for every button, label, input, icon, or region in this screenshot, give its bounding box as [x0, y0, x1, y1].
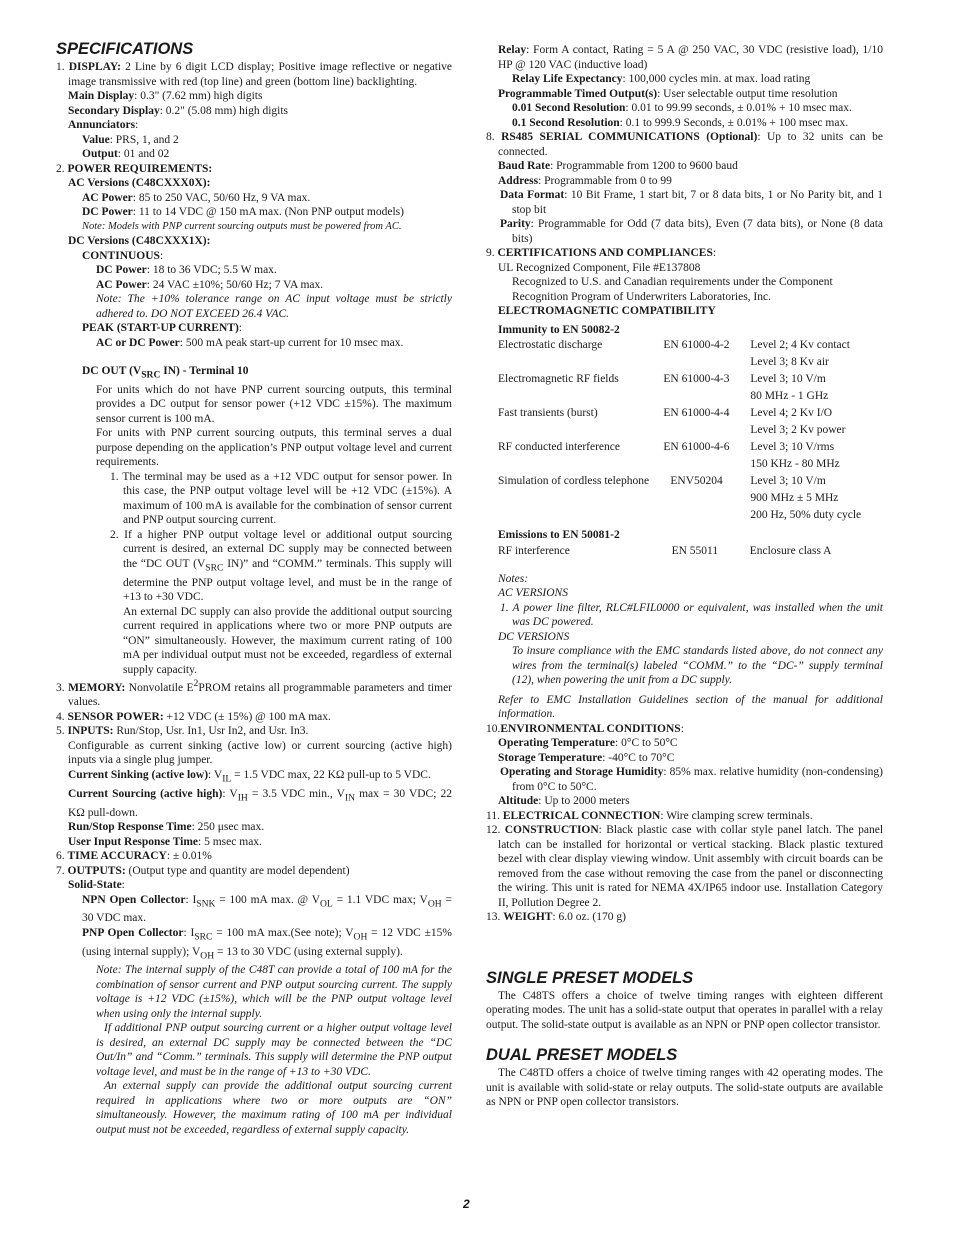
annunciator-value: Value: PRS, 1, and 2: [82, 133, 179, 146]
pnp-note-2: If additional PNP output sourcing current or a higher output voltage level is desired, an external DC supply may be connected between the “DC Out/In” and “Comm.” terminals. This supply will determine the PNP output voltage level, and must be in the range of +13 to +30 VDC.: [96, 1022, 452, 1078]
emission-standard: EN 55011: [671, 544, 719, 557]
dc-out-item2-cont: An external DC supply can also provide the additional output sourcing current required in applications where two or more PNP outputs are “ON” simultaneously. However, the maximum current rating of 100 mA per individual output must not be exceeded, regardless of external supply capacity.: [123, 605, 452, 676]
table-row: [498, 371, 883, 388]
left-column: [56, 40, 452, 1137]
table-row: [498, 543, 883, 560]
dc-out-title: DC OUT ($V_{SRC}$ IN) - Terminal 10: [82, 365, 249, 381]
inputs-config: Configurable as current sinking (active low) or current sourcing (active high) inputs via a single plug jumper.: [68, 739, 452, 767]
spec-memory: 3. MEMORY: Nonvolatile $E^2PROM$ retains all programmable parameters and timer values.: [56, 678, 453, 709]
table-row: [498, 490, 883, 507]
resolution-01: 0.1 Second Resolution: 0.1 to 999.9 Seconds, ± 0.01% + 100 msec max.: [512, 116, 849, 129]
spec-display: 1. DISPLAY: 2 Line by 6 digit LCD display; Positive image reflective or negative image transmissive with red (top line) and green (bottom line) backlighting.: [56, 61, 453, 88]
peak-power: AC or DC Power: 500 mA peak start-up current for 10 msec max.: [96, 336, 404, 349]
immunity-title: Immunity to EN 50082-2: [498, 323, 620, 336]
spec-rs485: 8. RS485 SERIAL COMMUNICATIONS (Optional): Up to 32 units can be connected.: [486, 131, 884, 158]
immunity-standard: ENV50204: [670, 475, 723, 487]
table-row: [498, 337, 883, 354]
npn-open-collector: NPN Open Collector: $I_{SNK} = 100$ mA max. @ $V_{OL} = 1.1$ VDC max; $V_{OH} = 30$ VDC max.: [82, 893, 452, 925]
relay: Relay: Form A contact, Rating = 5 A @ 250 VAC, 30 VDC (resistive load), 1/10 HP @ 120 VAC (inductive load): [498, 44, 883, 71]
emc-title: ELECTROMAGNETIC COMPATIBILITY: [498, 305, 716, 317]
immunity-level: Level 3; 10 V/m: [750, 475, 826, 487]
immunity-name: [498, 456, 663, 473]
notes-ref: Refer to EMC Installation Guidelines section of the manual for additional information.: [498, 693, 883, 720]
programmable-timed-output: Programmable Timed Output(s): User selectable output time resolution: [498, 87, 838, 100]
notes-label: Notes:: [498, 572, 529, 585]
right-column: [486, 43, 883, 1110]
immunity-name: [498, 507, 663, 524]
immunity-table: [498, 337, 883, 524]
ac-versions: AC Versions (C48CXXX0X):: [68, 177, 211, 189]
peak: PEAK (START-UP CURRENT):: [82, 322, 242, 334]
dc-power: DC Power: 11 to 14 VDC @ 150 mA max. (Non PNP output models): [82, 206, 404, 218]
table-row: [498, 388, 883, 405]
immunity-standard: [663, 490, 750, 507]
current-sourcing: Current Sourcing (active high): $V_{IH} = 3.5$ VDC min., $V_{IN}$ max = 30 VDC; 22 KΩ pull-down.: [68, 787, 453, 819]
spec-certifications: 9. CERTIFICATIONS AND COMPLIANCES:: [486, 247, 717, 259]
immunity-standard: [663, 354, 750, 371]
table-row: [498, 405, 883, 422]
immunity-standard: [663, 422, 750, 439]
altitude: Altitude: Up to 2000 meters: [498, 795, 630, 807]
operating-temp: Operating Temperature: 0°C to 50°C: [498, 737, 678, 749]
run-stop-response: Run/Stop Response Time: 250 μsec max.: [68, 821, 265, 834]
spec-outputs: 7. OUTPUTS: (Output type and quantity are model dependent): [56, 864, 350, 877]
immunity-level: 80 MHz - 1 GHz: [750, 390, 829, 402]
emission-name: RF interference: [498, 544, 570, 557]
ac-cont-power: AC Power: 24 VAC ±10%; 50/60 Hz; 7 VA max.: [96, 278, 324, 291]
notes-ac: AC VERSIONS: [498, 587, 568, 599]
immunity-name: Simulation of cordless telephone: [498, 475, 650, 487]
parity: Parity: Programmable for Odd (7 data bits), Even (7 data bits), or None (8 data bits): [500, 218, 883, 245]
annunciator-output: Output: 01 and 02: [82, 148, 170, 160]
table-row: [498, 507, 883, 524]
specifications-heading: SPECIFICATIONS: [56, 40, 194, 58]
notes-dc-1: To insure compliance with the EMC standards listed above, do not connect any wires from the terminal(s) labeled “COMM.” to the “DC-” supply terminal (12), when powering the unit from a DC supply.: [512, 645, 883, 686]
immunity-level: 150 KHz - 80 MHz: [750, 458, 840, 470]
continuous: CONTINUOUS:: [82, 249, 164, 262]
annunciators: Annunciators:: [68, 119, 139, 131]
dc-out-item2: 2. If a higher PNP output voltage level or additional output sourcing current is desired, an external DC supply may be connected between the “DC OUT ($V_{SRC}$ IN)” and “COMM.” terminals. This supply will determine the PNP output voltage level, and must be in the range of +13 to +30 VDC.: [110, 528, 452, 604]
pnp-note-1: Note: The internal supply of the C48T can provide a total of 100 mA for the combination of sensor current and PNP output sourcing current. The supply voltage is +12 VDC (±15%), which will be the PNP output voltage level when using only the internal supply.: [96, 964, 452, 1020]
immunity-standard: [663, 456, 750, 473]
spec-power: 2. POWER REQUIREMENTS:: [56, 162, 213, 175]
spec-construction: 12. CONSTRUCTION: Black plastic case with collar style panel latch. The panel latch can be installed for horizontal or vertical stacking. Black plastic textured bezel with clear display viewing window. Unit assembly with circuit boards can be removed from the case without removing the case from the panel or disconnecting the wiring. This unit is rated for NEMA 4X/IP65 indoor use. Installation Category II, Pollution Degree 2.: [486, 824, 884, 909]
immunity-name: [498, 388, 663, 405]
spec-inputs: 5. INPUTS: Run/Stop, Usr. In1, Usr In2, and Usr. In3.: [56, 725, 309, 738]
storage-temp: Storage Temperature: -40°C to 70°C: [498, 751, 675, 764]
secondary-display: Secondary Display: 0.2" (5.08 mm) high digits: [68, 104, 289, 117]
relay-life: Relay Life Expectancy: 100,000 cycles min. at max. load rating: [512, 73, 811, 85]
resolution-001: 0.01 Second Resolution: 0.01 to 99.99 seconds, ± 0.01% + 10 msec max.: [512, 102, 852, 114]
immunity-name: [498, 422, 663, 439]
immunity-level: Level 2; 4 Kv contact: [750, 339, 850, 351]
solid-state: Solid-State:: [68, 879, 125, 892]
cont-note: Note: The +10% tolerance range on AC input voltage must be strictly adhered to. DO NOT EXCEED 26.4 VAC.: [96, 293, 452, 320]
baud-rate: Baud Rate: Programmable from 1200 to 9600 baud: [498, 160, 738, 172]
address: Address: Programmable from 0 to 99: [498, 174, 672, 187]
pnp-open-collector: PNP Open Collector: $I_{SRC} = 100$ mA max.(See note); $V_{OH} = 12$ VDC ±15% (using internal supply); $V_{OH} = 13$ to 30 VDC (using external supply).: [82, 926, 452, 961]
table-row: [498, 422, 883, 439]
notes-dc: DC VERSIONS: [498, 630, 570, 643]
single-preset-text: The C48TS offers a choice of twelve timing ranges with eighteen different operating modes. The unit has a solid-state output that operates in parallel with a relay output. The solid-state output is available as an NPN or PNP open collector transistor.: [486, 989, 883, 1031]
notes-ac-1: 1. A power line filter, RLC#LFIL0000 or equivalent, was installed when the unit was DC powered.: [500, 601, 883, 628]
dc-cont-power: DC Power: 18 to 36 VDC; 5.5 W max.: [96, 264, 277, 276]
spec-sensor-power: 4. SENSOR POWER: +12 VDC (± 15%) @ 100 mA max.: [56, 710, 331, 723]
ul-recognized: Recognized to U.S. and Canadian requirements under the Component Recognition Program of Underwriters Laboratories, Inc.: [512, 276, 833, 303]
dc-out-p1: For units which do not have PNP current sourcing outputs, this terminal provides a DC output for sensor power (+12 VDC ±15%). The maximum sensor current is 100 mA.: [96, 383, 452, 425]
pnp-note-3: An external supply can provide the additional output sourcing current required in applications where two or more outputs are “ON” simultaneously. However, the maximum rating of 100 mA per individual output must not be exceeded, regardless of external supply capacity.: [96, 1080, 452, 1136]
data-format: Data Format: 10 Bit Frame, 1 start bit, 7 or 8 data bits, 1 or No Parity bit, and 1 stop bit: [500, 189, 883, 216]
single-preset-heading: SINGLE PRESET MODELS: [486, 968, 694, 987]
dc-out-item1: 1. The terminal may be used as a +12 VDC output for sensor power. In this case, the PNP output voltage level will be +12 VDC (±15%). A maximum of 100 mA is available for the combination of sensor current and PNP output sourcing current.: [110, 470, 452, 527]
immunity-name: [498, 490, 663, 507]
immunity-standard: EN 61000-4-3: [663, 373, 730, 385]
spec-environmental: 10.ENVIRONMENTAL CONDITIONS:: [486, 722, 684, 735]
spec-weight: 13. WEIGHT: 6.0 oz. (170 g): [486, 911, 626, 923]
immunity-name: Electromagnetic RF fields: [498, 373, 619, 385]
immunity-standard: EN 61000-4-6: [663, 441, 730, 453]
immunity-level: 200 Hz, 50% duty cycle: [750, 509, 862, 521]
main-display: Main Display: 0.3" (7.62 mm) high digits: [68, 90, 263, 102]
immunity-standard: EN 61000-4-4: [663, 407, 730, 419]
immunity-level: Level 3; 10 V/rms: [750, 441, 835, 453]
immunity-level: Level 3; 2 Kv power: [750, 424, 846, 436]
dc-versions: DC Versions (C48CXXX1X):: [68, 235, 211, 247]
emissions-title: Emissions to EN 50081-2: [498, 529, 620, 541]
immunity-name: Fast transients (burst): [498, 407, 598, 419]
emission-level: Enclosure class A: [749, 544, 832, 557]
spec-electrical: 11. ELECTRICAL CONNECTION: Wire clamping screw terminals.: [486, 809, 813, 822]
table-row: [498, 456, 883, 473]
user-input-response: User Input Response Time: 5 msec max.: [68, 835, 262, 848]
page-number: 2: [463, 1197, 470, 1211]
immunity-name: Electrostatic discharge: [498, 339, 603, 351]
immunity-standard: [663, 507, 750, 524]
immunity-name: [498, 354, 663, 371]
immunity-level: Level 3; 8 Kv air: [750, 356, 829, 368]
immunity-level: 900 MHz ± 5 MHz: [750, 492, 839, 504]
table-row: [498, 439, 883, 456]
table-row: [498, 473, 883, 490]
table-row: [498, 354, 883, 371]
immunity-name: RF conducted interference: [498, 441, 620, 453]
emissions-table: [498, 543, 883, 560]
immunity-standard: EN 61000-4-2: [663, 339, 730, 351]
immunity-level: Level 3; 10 V/m: [750, 373, 826, 385]
dual-preset-text: The C48TD offers a choice of twelve timing ranges with 42 operating modes. The unit is available with solid-state or relay outputs. The solid-state outputs are available as NPN or PNP open collector transistors.: [486, 1067, 883, 1108]
humidity: Operating and Storage Humidity: 85% max. relative humidity (non-condensing) from 0°C to 50°C.: [500, 766, 884, 793]
immunity-level: Level 4; 2 Kv I/O: [750, 407, 833, 419]
current-sinking: Current Sinking (active low): $V_{IL} = 1.5$ VDC max, 22 KΩ pull-up to 5 VDC.: [68, 768, 431, 785]
immunity-standard: [663, 388, 750, 405]
dc-out-p2: For units with PNP current sourcing outputs, this terminal serves a dual purpose depending on the application’s PNP output voltage level and current requirements.: [96, 427, 452, 469]
ac-power: AC Power: 85 to 250 VAC, 50/60 Hz, 9 VA max.: [82, 191, 311, 204]
ul-component: UL Recognized Component, File #E137808: [498, 261, 701, 274]
spec-time-accuracy: 6. TIME ACCURACY: ± 0.01%: [56, 850, 212, 863]
dual-preset-heading: DUAL PRESET MODELS: [486, 1046, 678, 1064]
ac-note: Note: Models with PNP current sourcing outputs must be powered from AC.: [82, 220, 402, 232]
